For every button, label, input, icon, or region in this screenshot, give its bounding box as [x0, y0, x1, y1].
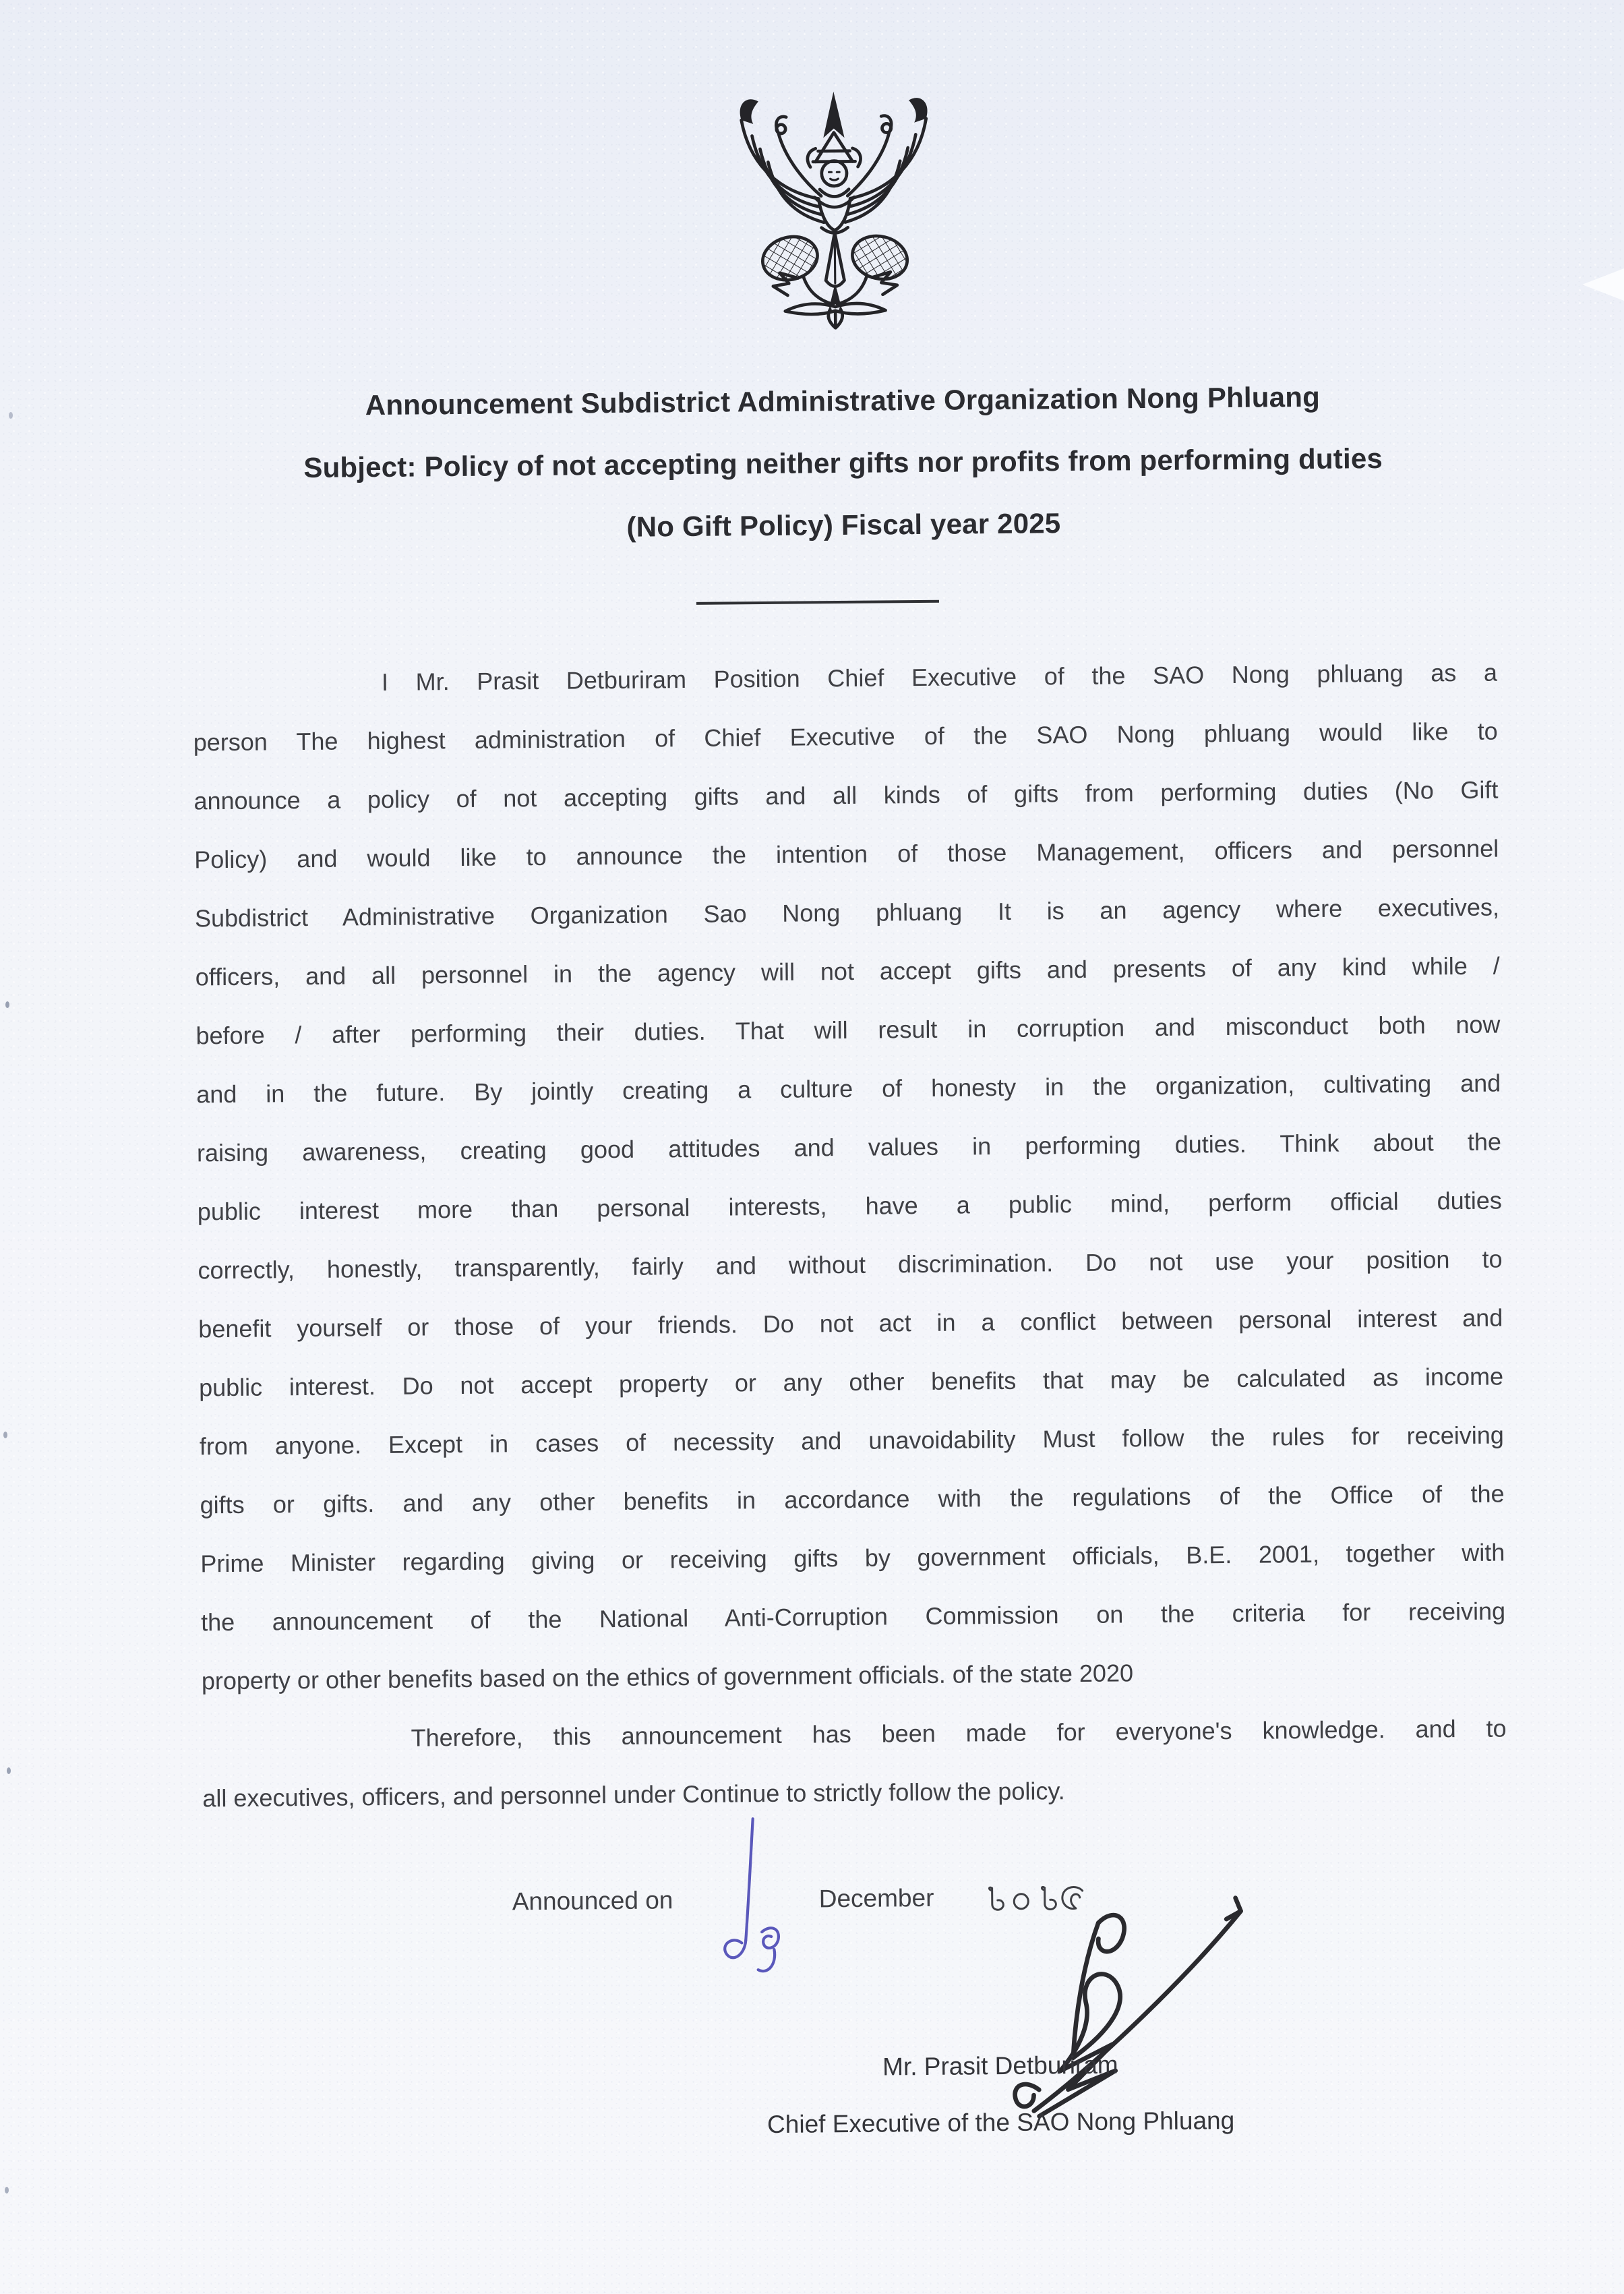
- title-line-3: (No Gift Policy) Fiscal year 2025: [626, 507, 1061, 543]
- body-line: Therefore, this announcement has been made for everyone's knowledge. and to: [411, 1714, 1507, 1752]
- body-line: and in the future. By jointly creating a culture of honesty in the organization, cultivating and: [196, 1069, 1501, 1109]
- announced-on-label: Announced on: [512, 1886, 673, 1916]
- body-line: public interest more than personal interests, have a public mind, perform official duties: [197, 1186, 1502, 1226]
- body-line: officers, and all personnel in the agency will not accept gifts and presents of any kind while /: [195, 951, 1500, 991]
- body-line: Policy) and would like to announce the intention of those Management, officers and personnel: [194, 834, 1499, 874]
- announcement-body: [193, 643, 1507, 1828]
- body-line: announce a policy of not accepting gifts and all kinds of gifts from performing duties (No Gift: [193, 775, 1499, 815]
- title-divider: [696, 600, 939, 605]
- title-line-1: Announcement Subdistrict Administrative Organization Nong Phluang: [365, 380, 1321, 421]
- body-line: all executives, officers, and personnel under Continue to strictly follow the policy.: [202, 1777, 1065, 1813]
- body-line: raising awareness, creating good attitudes and values in performing duties. Think about the: [196, 1127, 1502, 1167]
- body-line: from anyone. Except in cases of necessity and unavoidability Must follow the rules for receiving: [199, 1421, 1504, 1461]
- body-line: public interest. Do not accept property or any other benefits that may be calculated as income: [198, 1362, 1504, 1402]
- body-line: correctly, honestly, transparently, fairly and without discrimination. Do not use your position to: [198, 1245, 1503, 1285]
- garuda-emblem-drawing: [698, 84, 970, 336]
- body-line: Prime Minister regarding giving or receiving gifts by government officials, B.E. 2001, together with: [200, 1538, 1505, 1578]
- signer-name: Mr. Prasit Detburiram: [882, 2051, 1118, 2081]
- garuda-emblem: [698, 84, 970, 336]
- body-line: person The highest administration of Chief Executive of the SAO Nong phluang would like to: [193, 717, 1498, 757]
- body-line: the announcement of the National Anti-Corruption Commission on the criteria for receiving: [200, 1597, 1506, 1637]
- scanner-edge-specks: [0, 0, 3, 5]
- body-line: gifts or gifts. and any other benefits in accordance with the regulations of the Office of the: [200, 1479, 1505, 1519]
- handwritten-day-thai-numeral: [714, 1813, 796, 2003]
- body-line: I Mr. Prasit Detburiram Position Chief Executive of the SAO Nong phluang as a: [381, 658, 1498, 696]
- document-content: [187, 0, 1511, 2294]
- body-line: before / after performing their duties. That will result in corruption and misconduct both now: [196, 1010, 1501, 1050]
- signer-title: Chief Executive of the SAO Nong Phluang: [766, 2107, 1235, 2139]
- month-label: December: [818, 1883, 934, 1913]
- body-line: Subdistrict Administrative Organization Sao Nong phluang It is an agency where executives,: [194, 893, 1500, 933]
- scan-corner-notch: [1582, 268, 1624, 301]
- title-line-2: Subject: Policy of not accepting neither gifts nor profits from performing duties: [303, 442, 1383, 483]
- title-block: [190, 365, 1496, 562]
- body-line: benefit yourself or those of your friends. Do not act in a conflict between personal interest and: [198, 1303, 1503, 1343]
- body-line: property or other benefits based on the ethics of government officials. of the state 2020: [201, 1659, 1134, 1695]
